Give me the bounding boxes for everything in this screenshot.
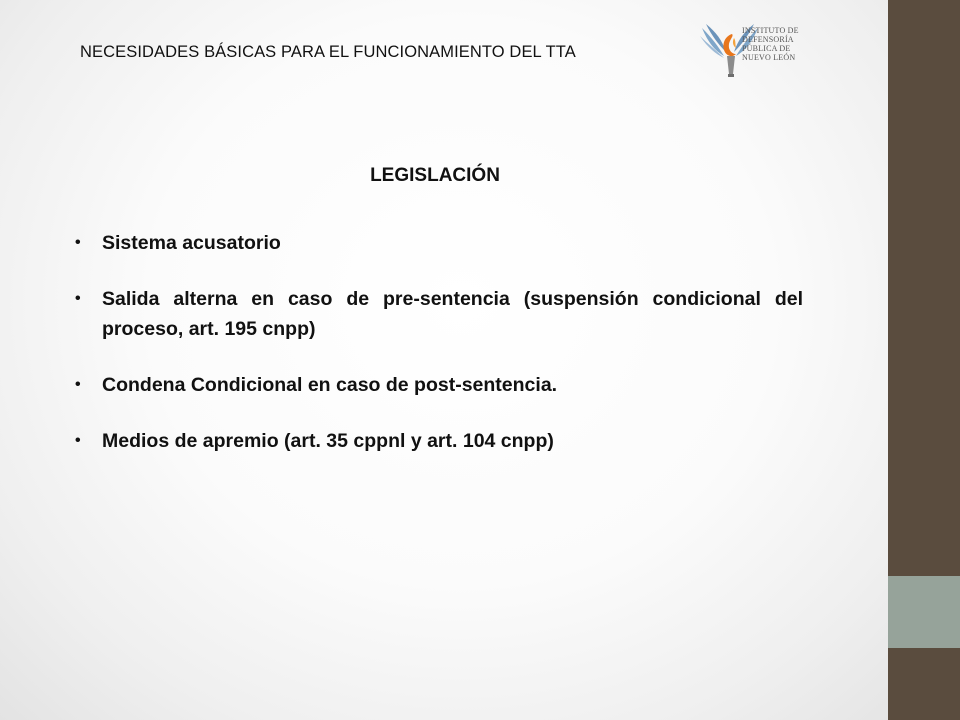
bullet-text: Salida alterna en caso de pre-sentencia (suspensión condicional del proceso, art. 195 cnpp) <box>102 288 803 340</box>
bullet-item <box>75 370 803 400</box>
bullet-item <box>75 284 803 344</box>
logo-line: PÚBLICA DE <box>742 44 791 53</box>
header-title: NECESIDADES BÁSICAS PARA EL FUNCIONAMIENTO DEL TTA <box>80 43 576 61</box>
logo-line: INSTITUTO DE <box>742 26 799 35</box>
bullet-dot-icon: • <box>75 290 81 307</box>
bullet-item <box>75 228 803 258</box>
side-accent-block <box>888 576 960 648</box>
institution-logo <box>698 22 804 80</box>
bullet-dot-icon: • <box>75 432 81 449</box>
logo-line: DEFENSORÍA <box>742 35 794 44</box>
bullet-item <box>75 426 803 456</box>
bullet-text: Sistema acusatorio <box>102 232 281 254</box>
bullet-text: Condena Condicional en caso de post-sentencia. <box>102 374 558 396</box>
bullet-dot-icon: • <box>75 234 81 251</box>
bullet-dot-icon: • <box>75 376 81 393</box>
logo-line: NUEVO LEÓN <box>742 53 796 62</box>
section-heading: LEGISLACIÓN <box>370 165 500 186</box>
logo-text <box>742 26 804 62</box>
bullet-list <box>75 228 803 482</box>
bullet-text: Medios de apremio (art. 35 cppnl y art. 104 cnpp) <box>102 430 554 452</box>
